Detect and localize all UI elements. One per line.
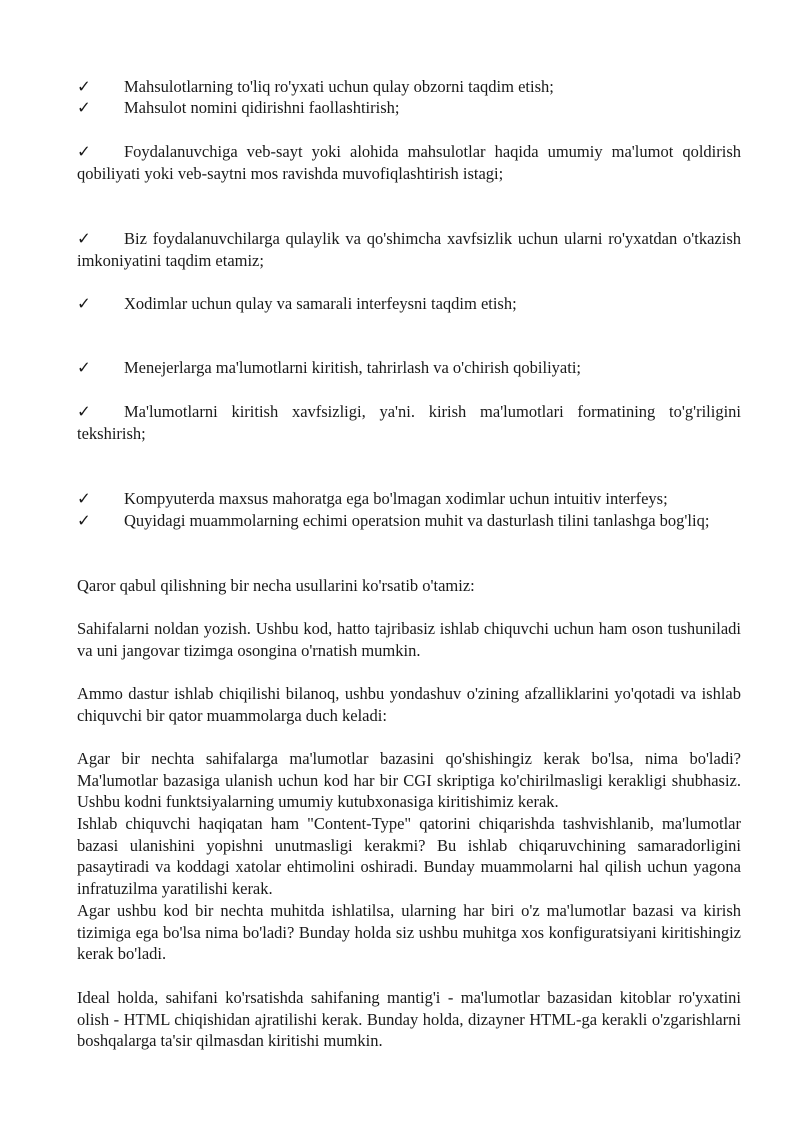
check-icon: ✓	[77, 142, 91, 161]
bullet-text: Biz foydalanuvchilarga qulaylik va qo'shimcha xavfsizlik uchun ularni ro'yxatdan o'tkazish imkoniyatini taqdim etamiz;	[77, 229, 741, 270]
bullet-item	[77, 76, 741, 98]
check-icon: ✓	[77, 77, 91, 96]
check-icon: ✓	[77, 489, 91, 508]
check-icon: ✓	[77, 229, 91, 248]
paragraph: Sahifalarni noldan yozish. Ushbu kod, hatto tajribasiz ishlab chiquvchi uchun ham oson tushuniladi va uni jangovar tizimga osongina o'rnatish mumkin.	[77, 619, 741, 660]
bullet-text: Kompyuterda maxsus mahoratga ega bo'lmagan xodimlar uchun intuitiv interfeys;	[124, 489, 668, 508]
paragraph: Ishlab chiquvchi haqiqatan ham "Content-Type" qatorini chiqarishda tashvishlanib, ma'lumotlar bazasi ulanishini yopishni unutmasligi kerakmi? Bu ishlab chiqaruvchining samaradorligini pasaytiradi va koddagi xatolar ehtimolini oshiradi. Bunday muammolarni hal qilish uchun yagona infratuzilma yaratilishi kerak.	[77, 814, 741, 898]
paragraph: Ideal holda, sahifani ko'rsatishda sahifaning mantig'i - ma'lumotlar bazasidan kitoblar ro'yxatini olish - HTML chiqishidan ajratilishi kerak. Bunday holda, dizayner HTML-ga kerakli o'zgarishlarni boshqalarga ta'sir qilmasdan kiritishi mumkin.	[77, 988, 741, 1050]
paragraph: Agar ushbu kod bir nechta muhitda ishlatilsa, ularning har biri o'z ma'lumotlar bazasi va kirish tizimiga ega bo'lsa nima bo'ladi? Bunday holda siz ushbu muhitga xos konfiguratsiyani kiritishingiz kerak bo'ladi.	[77, 901, 741, 963]
bullet-text: Mahsulotlarning to'liq ro'yxati uchun qulay obzorni taqdim etish;	[124, 77, 554, 96]
paragraph: Ammo dastur ishlab chiqilishi bilanoq, ushbu yondashuv o'zining afzalliklarini yo'qotadi va ishlab chiquvchi bir qator muammolarga duch keladi:	[77, 684, 741, 725]
paragraph: Agar bir nechta sahifalarga ma'lumotlar bazasini qo'shishingiz kerak bo'lsa, nima bo'ladi? Ma'lumotlar bazasiga ulanish uchun kod har bir CGI skriptiga ko'chirilmasligi kerakligi shubhasiz. Ushbu kodni funktsiyalarning umumiy kutubxonasiga kiritishimiz kerak.	[77, 749, 741, 811]
bullet-item	[77, 293, 741, 315]
bullet-item	[77, 228, 741, 271]
bullet-item	[77, 97, 741, 119]
check-icon: ✓	[77, 358, 91, 377]
bullet-text: Menejerlarga ma'lumotlarni kiritish, tahrirlash va o'chirish qobiliyati;	[124, 358, 581, 377]
bullet-text: Quyidagi muammolarning echimi operatsion muhit va dasturlash tilini tanlashga bog'liq;	[124, 511, 710, 530]
bullet-item	[77, 141, 741, 184]
paragraph: Qaror qabul qilishning bir necha usullarini ko'rsatib o'tamiz:	[77, 576, 475, 595]
check-icon: ✓	[77, 98, 91, 117]
check-icon: ✓	[77, 511, 91, 530]
bullet-item	[77, 510, 741, 532]
bullet-item	[77, 401, 741, 444]
bullet-item	[77, 488, 741, 510]
check-icon: ✓	[77, 402, 91, 421]
bullet-text: Ma'lumotlarni kiritish xavfsizligi, ya'ni. kirish ma'lumotlari formatining to'g'riligini tekshirish;	[77, 402, 741, 443]
bullet-text: Mahsulot nomini qidirishni faollashtirish;	[124, 98, 400, 117]
bullet-text: Foydalanuvchiga veb-sayt yoki alohida mahsulotlar haqida umumiy ma'lumot qoldirish qobiliyati yoki veb-saytni mos ravishda muvofiqlashtirish istagi;	[77, 142, 741, 183]
bullet-text: Xodimlar uchun qulay va samarali interfeysni taqdim etish;	[124, 294, 517, 313]
check-icon: ✓	[77, 294, 91, 313]
bullet-item	[77, 357, 741, 379]
